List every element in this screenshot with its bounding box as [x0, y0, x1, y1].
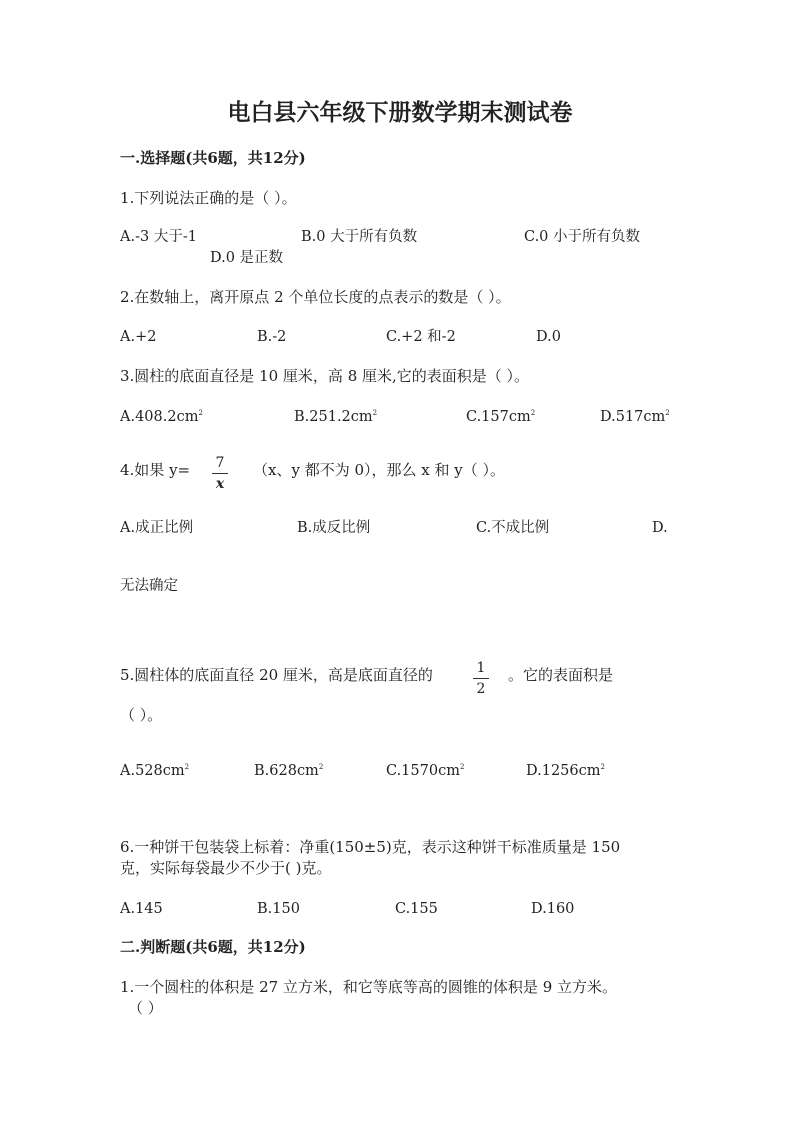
question-4-option-c: C.不成比例: [476, 520, 550, 536]
question-6-option-b: B.150: [257, 901, 300, 917]
question-3-option-a: $A.408.2cm^2$: [120, 409, 203, 425]
question-5-option-b: $B.628cm^2$: [254, 763, 324, 779]
unit-superscript: 2: [318, 763, 324, 771]
question-3-option-b: $B.251.2cm^2$: [294, 409, 378, 425]
question-4-option-d-continued: 无法确定: [120, 578, 178, 594]
question-5-option-a: $A.528cm^2$: [120, 763, 190, 779]
question-3-option-c: $C.157cm^2$: [466, 409, 536, 425]
question-2-option-d: D.0: [536, 329, 561, 345]
fraction-denominator: x: [215, 476, 225, 492]
question-5-option-c: $C.1570cm^2$: [386, 763, 465, 779]
question-2-text: 2.在数轴上，离开原点 2 个单位长度的点表示的数是（ ）。: [120, 288, 511, 306]
unit-superscript: 2: [665, 409, 670, 417]
question-4-option-a: A.成正比例: [120, 520, 194, 536]
question-1-text: 1.下列说法正确的是（ ）。: [120, 189, 297, 207]
question-4-option-d: D.: [652, 520, 668, 536]
question-6-option-a: A.145: [120, 901, 163, 917]
fraction-numerator: 1: [476, 660, 486, 676]
question-5-prefix: 5.圆柱体的底面直径 20 厘米，高是底面直径的: [120, 666, 433, 684]
question-4-option-b: B.成反比例: [297, 520, 371, 536]
question-6-option-c: C.155: [395, 901, 438, 917]
unit-superscript: 2: [459, 763, 465, 771]
section-heading-judgement: 二.判断题(共6题，共12分): [120, 938, 306, 956]
question-2-option-b: B.-2: [257, 329, 287, 345]
question-5-blank: （ ）。: [120, 706, 163, 724]
question-5-option-d: $D.1256cm^2$: [526, 763, 605, 779]
question-6-option-d: D.160: [531, 901, 575, 917]
question-3-option-d: $D.517cm^2$: [600, 409, 670, 425]
question-5-fraction: [473, 661, 489, 696]
question-1-option-c: C.0 小于所有负数: [524, 229, 641, 245]
question-1-option-a: A.-3 大于-1: [120, 229, 197, 245]
question-1-option-d: D.0 是正数: [210, 250, 284, 266]
question-1-option-b: B.0 大于所有负数: [301, 229, 418, 245]
question-2-option-a: A.+2: [120, 329, 157, 345]
question-6-text-line2: 克，实际每袋最少不少于( )克。: [120, 859, 332, 877]
question-4-prefix: 4.如果 y=: [120, 461, 191, 479]
unit-superscript: 2: [184, 763, 190, 771]
fraction-denominator: 2: [476, 681, 486, 697]
question-6-text-line1: 6.一种饼干包装袋上标着：净重(150±5)克，表示这种饼干标准质量是 150: [120, 838, 621, 856]
judgement-1-text-line1: 1.一个圆柱的体积是 27 立方米，和它等底等高的圆锥的体积是 9 立方米。: [120, 978, 618, 996]
section-heading-choice: 一.选择题(共6题，共12分): [120, 149, 306, 167]
unit-superscript: 2: [372, 409, 378, 417]
question-5-suffix: 。它的表面积是: [508, 666, 614, 684]
page-title: 电白县六年级下册数学期末测试卷: [227, 99, 573, 126]
judgement-1-blank: （ ）: [128, 999, 163, 1017]
question-3-text: 3.圆柱的底面直径是 10 厘米，高 8 厘米,它的表面积是（ ）。: [120, 367, 530, 385]
fraction-bar: [473, 678, 489, 679]
fraction-bar: [212, 473, 228, 474]
unit-superscript: 2: [600, 763, 605, 771]
unit-superscript: 2: [198, 409, 203, 417]
question-2-option-c: C.+2 和-2: [386, 329, 456, 345]
fraction-numerator: 7: [215, 455, 225, 471]
unit-superscript: 2: [530, 409, 536, 417]
question-4-suffix: （x、y 都不为 0），那么 x 和 y（ ）。: [253, 461, 506, 479]
question-4-fraction: [212, 456, 228, 491]
